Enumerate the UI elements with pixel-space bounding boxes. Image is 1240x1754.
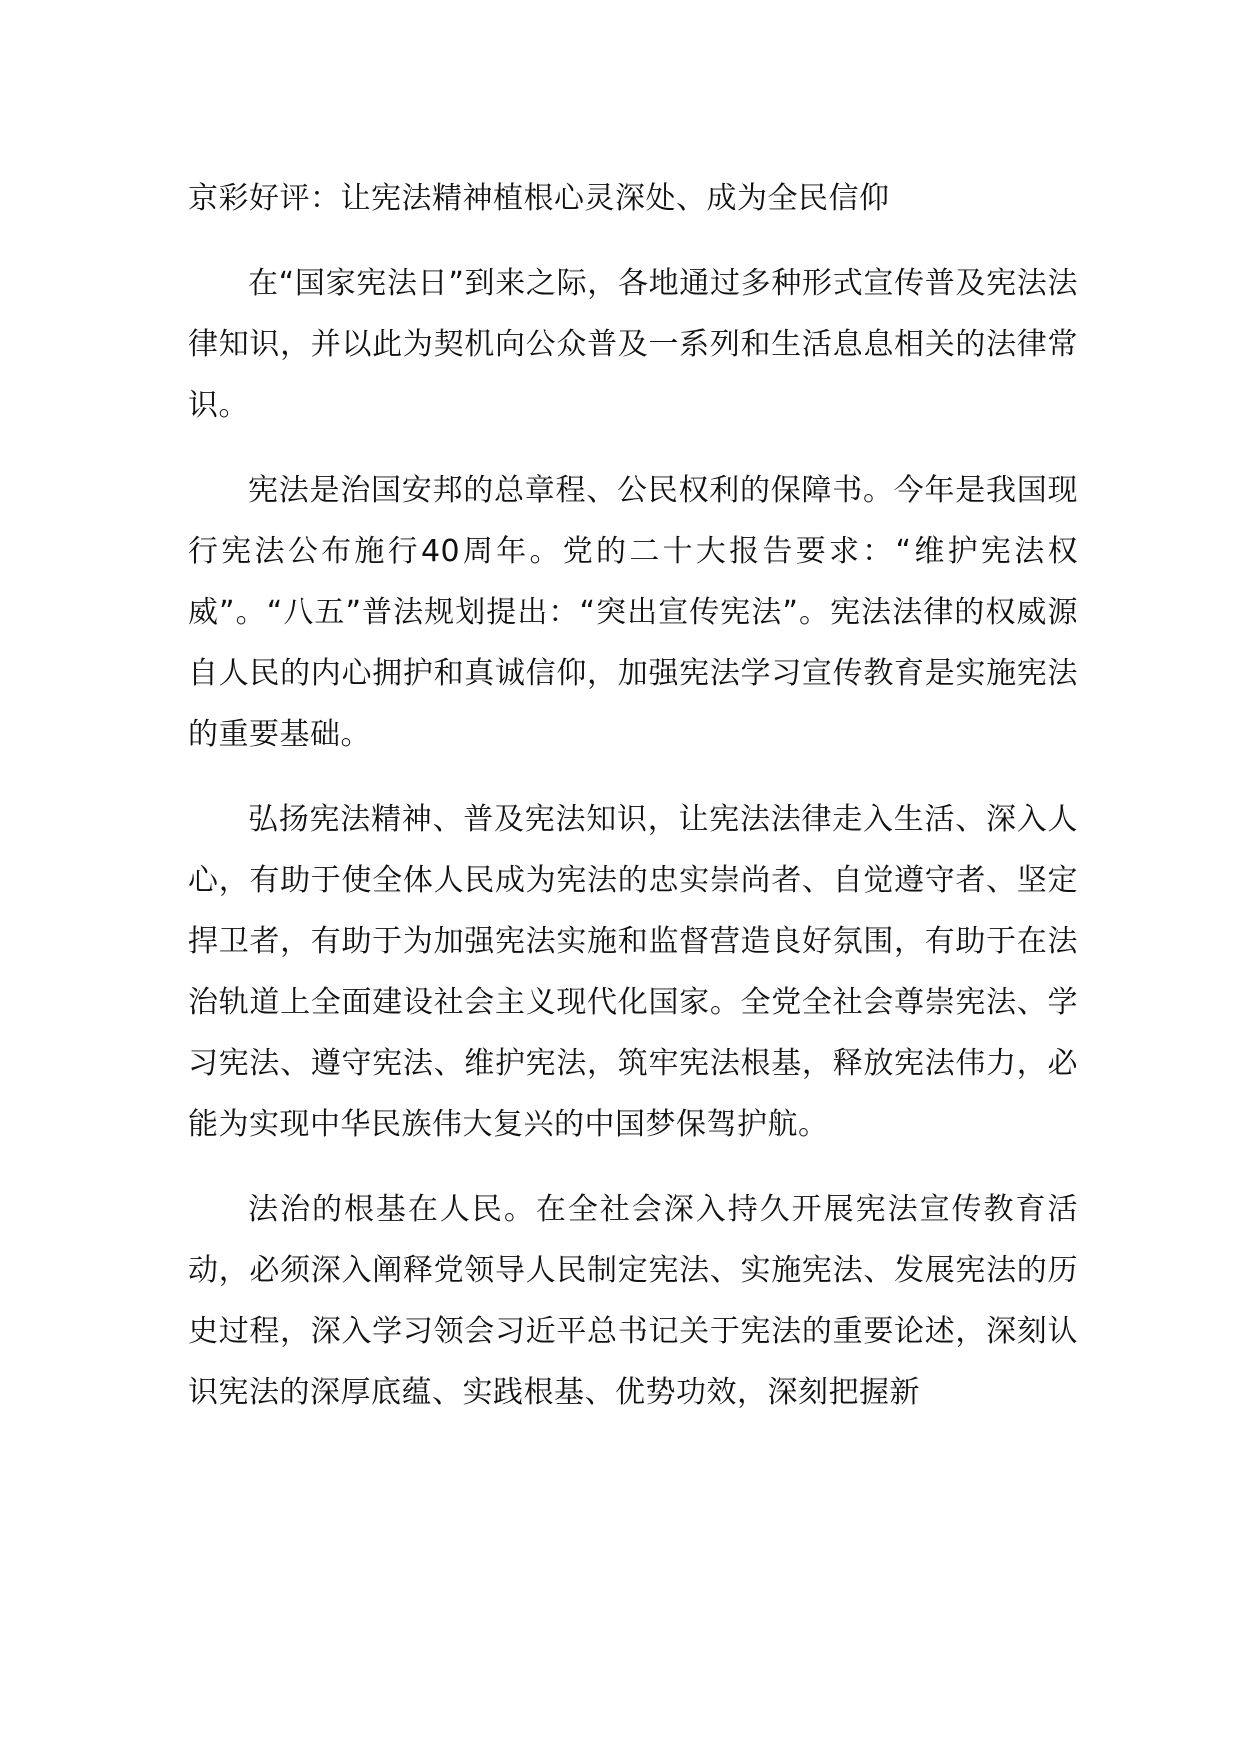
document-title: 京彩好评：让宪法精神植根心灵深处、成为全民信仰 [188, 181, 890, 216]
paragraph-3: 弘扬宪法精神、普及宪法知识，让宪法法律走入生活、深入人心，有助于使全体人民成为宪法的忠实崇尚者、自觉遵守者、坚定捍卫者，有助于为加强宪法实施和监督营造良好氛围，有助于在法治轨道上全面建设社会主义现代化国家。全党全社会尊崇宪法、学习宪法、遵守宪法、维护宪法，筑牢宪法根基，释放宪法伟力，必能为实现中华民族伟大复兴的中国梦保驾护航。 [188, 802, 1078, 1142]
paragraph-2: 宪法是治国安邦的总章程、公民权利的保障书。今年是我国现行宪法公布施行40周年。党的二十大报告要求：“维护宪法权威”。“八五”普法规划提出：“突出宣传宪法”。宪法法律的权威源自人民的内心拥护和真诚信仰，加强宪法学习宣传教育是实施宪法的重要基础。 [188, 473, 1078, 752]
paragraph-4: 法治的根基在人民。在全社会深入持久开展宪法宣传教育活动，必须深入阐释党领导人民制定宪法、实施宪法、发展宪法的历史过程，深入学习领会习近平总书记关于宪法的重要论述，深刻认识宪法的深厚底蕴、实践根基、优势功效，深刻把握新 [188, 1192, 1078, 1410]
paragraph-1: 在“国家宪法日”到来之际，各地通过多种形式宣传普及宪法法律知识，并以此为契机向公众普及一系列和生活息息相关的法律常识。 [188, 266, 1078, 423]
document-body [188, 168, 1078, 1447]
